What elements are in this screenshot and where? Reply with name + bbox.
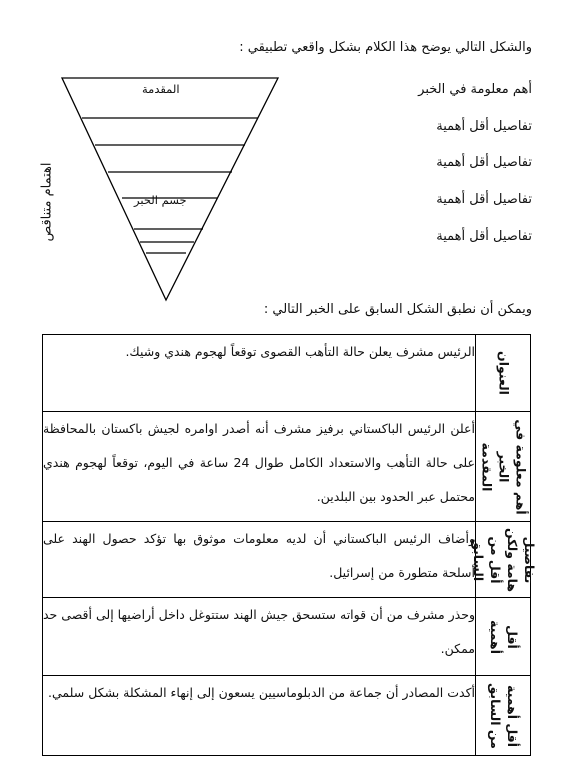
row-label-cell [476,598,531,676]
row-text-cell: وحذر مشرف من أن قواته ستسحق جيش الهند ستتوغل داخل أراضيها إلى أقصى حد ممكن. [43,598,476,676]
row-label: تفاصيل هامة ولكن أقل من السابق [471,527,537,592]
pyramid-side-label: اهتمام متناقص [39,162,55,242]
table-row [43,412,531,522]
row-text-cell: الرئيس مشرف يعلن حالة التأهب القصوى توقعاً لهجوم هندي وشيك. [43,335,476,412]
right-list-item: تفاصيل أقل أهمية [436,229,532,244]
intro-text: والشكل التالي يوضح هذا الكلام بشكل واقعي تطبيقي : [239,40,532,55]
row-label-cell [476,676,531,756]
row-text-cell: وأضاف الرئيس الباكستاني أن لديه معلومات موثوق بها تؤكد حصول الهند على أسلحة متطورة من إسرائيل. [43,522,476,598]
right-list-item: تفاصيل أقل أهمية [436,119,532,134]
inverted-pyramid-diagram [60,76,280,306]
row-label: أقل أهمية من السابق [488,682,520,749]
row-label-cell [471,522,537,598]
table-row [43,335,531,412]
apply-line: ويمكن أن نطبق الشكل السابق على الخبر التالي : [263,302,532,317]
row-text-cell: أعلن الرئيس الباكستاني برفيز مشرف أنه أصدر اوامره لجيش باكستان بالمحافظة على حالة التأهب والاستعداد الكامل طوال 24 ساعة في اليوم، توقعاً لهجوم هندي محتمل عبر الحدود بين البلدين. [43,412,476,522]
right-list-item: أهم معلومة في الخبر [418,82,532,97]
right-list-item: تفاصيل أقل أهمية [436,192,532,207]
row-label-cell [476,412,531,522]
row-label: أهم معلومة في الخبر المقدمة [479,418,529,515]
table-row [43,522,531,598]
pyramid-top-label: المقدمة [142,82,180,96]
table-row [43,676,531,756]
table-row [43,598,531,676]
row-label-cell [476,335,531,412]
row-text-cell: أكدت المصادر أن جماعة من الدبلوماسيين يسعون إلى إنهاء المشكلة بشكل سلمي. [43,676,476,756]
row-label: العنوان [496,351,512,395]
right-list-item: تفاصيل أقل أهمية [436,155,532,170]
news-breakdown-table [42,334,537,756]
pyramid-middle-label: جسم الخبر [134,193,187,207]
row-label: أقل أهمية [488,619,520,654]
pyramid-outline [62,78,278,300]
